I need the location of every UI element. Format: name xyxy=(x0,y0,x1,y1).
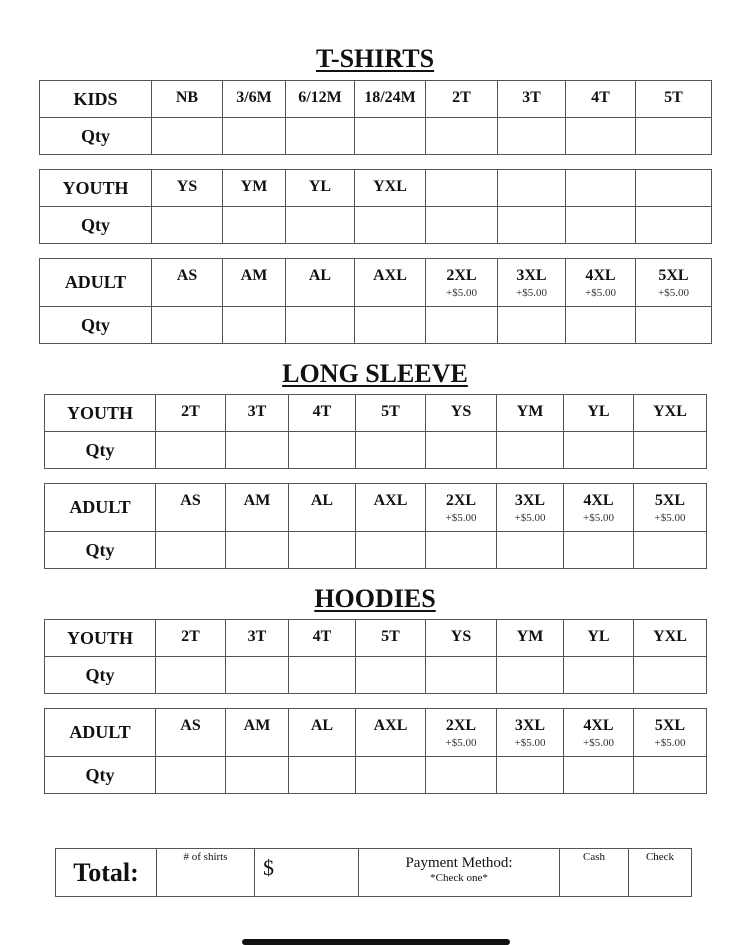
qty-cell[interactable] xyxy=(152,307,223,344)
qty-cell[interactable] xyxy=(286,118,355,155)
qty-cell[interactable] xyxy=(426,657,497,694)
qty-cell[interactable] xyxy=(152,118,223,155)
size-header: 3T xyxy=(226,395,289,432)
tshirts-kids-table xyxy=(39,80,712,155)
qty-cell[interactable] xyxy=(498,307,566,344)
qty-cell[interactable] xyxy=(156,757,226,794)
surcharge-label: +$5.00 xyxy=(445,512,477,524)
size-header: YM xyxy=(223,170,286,207)
qty-cell[interactable] xyxy=(156,432,226,469)
size-header: 2T xyxy=(156,620,226,657)
row-label-adult: ADULT xyxy=(45,484,156,532)
size-header: YL xyxy=(564,620,634,657)
qty-label: Qty xyxy=(40,207,152,244)
qty-cell[interactable] xyxy=(634,757,707,794)
qty-cell[interactable] xyxy=(634,432,707,469)
size-header: AS xyxy=(152,259,223,307)
size-header: NB xyxy=(152,81,223,118)
qty-cell[interactable] xyxy=(356,532,426,569)
size-header: AXL xyxy=(355,259,426,307)
row-label-youth: YOUTH xyxy=(40,170,152,207)
payment-method-label: Payment Method: xyxy=(405,855,513,871)
qty-cell[interactable] xyxy=(497,432,564,469)
qty-cell[interactable] xyxy=(564,432,634,469)
size-header: 4T xyxy=(289,395,356,432)
surcharge-label: +$5.00 xyxy=(514,512,546,524)
size-header: YL xyxy=(564,395,634,432)
payment-method xyxy=(359,849,560,897)
row-label-adult: ADULT xyxy=(40,259,152,307)
size-header: 3T xyxy=(226,620,289,657)
surcharge-label: +$5.00 xyxy=(445,737,477,749)
tshirts-adult-table xyxy=(39,258,712,344)
qty-cell[interactable] xyxy=(356,432,426,469)
size-header: YM xyxy=(497,620,564,657)
qty-label: Qty xyxy=(45,657,156,694)
size-header: YXL xyxy=(634,620,707,657)
size-header: AL xyxy=(289,484,356,532)
size-header: 5T xyxy=(356,395,426,432)
size-label: 2XL xyxy=(446,267,477,284)
qty-cell[interactable] xyxy=(636,307,712,344)
size-header-3xl xyxy=(497,709,564,757)
qty-cell[interactable] xyxy=(226,657,289,694)
qty-cell[interactable] xyxy=(634,532,707,569)
size-header: 4T xyxy=(289,620,356,657)
size-header xyxy=(498,170,566,207)
size-header: 2T xyxy=(426,81,498,118)
qty-cell[interactable] xyxy=(426,118,498,155)
size-header: AS xyxy=(156,484,226,532)
size-label: 2XL xyxy=(445,492,477,509)
row-label-kids: KIDS xyxy=(40,81,152,118)
size-header: AM xyxy=(226,709,289,757)
size-header: AL xyxy=(289,709,356,757)
size-header-3xl xyxy=(498,259,566,307)
check-label: Check xyxy=(645,851,675,863)
surcharge-label: +$5.00 xyxy=(514,737,546,749)
size-header: AM xyxy=(226,484,289,532)
qty-cell[interactable] xyxy=(636,118,712,155)
qty-cell[interactable] xyxy=(426,307,498,344)
size-header: YXL xyxy=(355,170,426,207)
size-header: 2T xyxy=(156,395,226,432)
qty-cell[interactable] xyxy=(226,532,289,569)
size-label: 4XL xyxy=(583,717,614,734)
size-label: 4XL xyxy=(585,267,616,284)
qty-cell[interactable] xyxy=(497,757,564,794)
qty-cell[interactable] xyxy=(355,307,426,344)
qty-cell[interactable] xyxy=(223,307,286,344)
surcharge-label: +$5.00 xyxy=(446,287,477,299)
size-label: 5XL xyxy=(654,717,686,734)
size-header: 3/6M xyxy=(223,81,286,118)
qty-cell[interactable] xyxy=(564,657,634,694)
long-sleeve-adult-table xyxy=(44,483,707,569)
qty-cell[interactable] xyxy=(355,207,426,244)
amount-field[interactable] xyxy=(255,849,359,897)
qty-cell[interactable] xyxy=(223,207,286,244)
qty-cell[interactable] xyxy=(497,657,564,694)
qty-cell[interactable] xyxy=(498,118,566,155)
size-header: YS xyxy=(152,170,223,207)
size-header-5xl xyxy=(634,709,707,757)
qty-label: Qty xyxy=(40,307,152,344)
tshirts-title: T-SHIRTS xyxy=(315,44,435,73)
qty-cell[interactable] xyxy=(152,207,223,244)
qty-cell[interactable] xyxy=(634,657,707,694)
check-one-note: *Check one* xyxy=(430,871,488,884)
total-label: Total: xyxy=(56,849,157,897)
size-header: AXL xyxy=(356,484,426,532)
row-label-adult: ADULT xyxy=(45,709,156,757)
size-header: 4T xyxy=(566,81,636,118)
qty-cell[interactable] xyxy=(289,757,356,794)
check-option[interactable] xyxy=(629,849,692,897)
qty-cell[interactable] xyxy=(566,207,636,244)
qty-cell[interactable] xyxy=(426,432,497,469)
size-header: YL xyxy=(286,170,355,207)
num-shirts-label: # of shirts xyxy=(183,851,228,863)
row-label-youth: YOUTH xyxy=(45,395,156,432)
qty-cell[interactable] xyxy=(566,118,636,155)
tshirts-youth-table xyxy=(39,169,712,244)
size-header-5xl xyxy=(636,259,712,307)
size-label: 5XL xyxy=(654,492,686,509)
surcharge-label: +$5.00 xyxy=(585,287,616,299)
hoodies-adult-table xyxy=(44,708,707,794)
num-shirts-field[interactable] xyxy=(157,849,255,897)
size-header xyxy=(426,170,498,207)
qty-cell[interactable] xyxy=(497,532,564,569)
qty-cell[interactable] xyxy=(286,307,355,344)
long-sleeve-title: LONG SLEEVE xyxy=(282,359,468,388)
total-box xyxy=(55,848,692,897)
size-label: 2XL xyxy=(445,717,477,734)
hoodies-title: HOODIES xyxy=(314,584,436,613)
qty-cell[interactable] xyxy=(564,532,634,569)
qty-cell[interactable] xyxy=(286,207,355,244)
size-label: 4XL xyxy=(583,492,614,509)
surcharge-label: +$5.00 xyxy=(654,512,686,524)
long-sleeve-youth-table xyxy=(44,394,707,469)
size-header-4xl xyxy=(566,259,636,307)
size-label: 3XL xyxy=(514,717,546,734)
qty-cell[interactable] xyxy=(498,207,566,244)
size-header: YS xyxy=(426,395,497,432)
qty-cell[interactable] xyxy=(289,532,356,569)
qty-cell[interactable] xyxy=(426,757,497,794)
cash-label: Cash xyxy=(583,851,605,863)
size-header: 5T xyxy=(356,620,426,657)
size-header: YXL xyxy=(634,395,707,432)
size-header: 3T xyxy=(498,81,566,118)
row-label-youth: YOUTH xyxy=(45,620,156,657)
size-header-2xl xyxy=(426,709,497,757)
size-header: 6/12M xyxy=(286,81,355,118)
qty-cell[interactable] xyxy=(156,532,226,569)
surcharge-label: +$5.00 xyxy=(583,512,614,524)
qty-cell[interactable] xyxy=(566,307,636,344)
size-header: 5T xyxy=(636,81,712,118)
cash-option[interactable] xyxy=(560,849,629,897)
qty-cell[interactable] xyxy=(355,118,426,155)
qty-cell[interactable] xyxy=(289,432,356,469)
surcharge-label: +$5.00 xyxy=(658,287,689,299)
size-header: AXL xyxy=(356,709,426,757)
qty-cell[interactable] xyxy=(564,757,634,794)
size-header: 18/24M xyxy=(355,81,426,118)
qty-label: Qty xyxy=(40,118,152,155)
size-label: 3XL xyxy=(514,492,546,509)
qty-cell[interactable] xyxy=(289,657,356,694)
qty-label: Qty xyxy=(45,532,156,569)
size-header xyxy=(566,170,636,207)
size-header-5xl xyxy=(634,484,707,532)
size-label: 5XL xyxy=(658,267,689,284)
home-indicator[interactable] xyxy=(242,939,510,945)
surcharge-label: +$5.00 xyxy=(516,287,547,299)
size-header-4xl xyxy=(564,709,634,757)
size-header: AS xyxy=(156,709,226,757)
hoodies-youth-table xyxy=(44,619,707,694)
size-header-2xl xyxy=(426,259,498,307)
size-label: 3XL xyxy=(516,267,547,284)
qty-label: Qty xyxy=(45,432,156,469)
dollar-sign: $ xyxy=(263,855,274,880)
qty-cell[interactable] xyxy=(226,432,289,469)
qty-cell[interactable] xyxy=(636,207,712,244)
size-header: YM xyxy=(497,395,564,432)
qty-label: Qty xyxy=(45,757,156,794)
qty-cell[interactable] xyxy=(356,757,426,794)
size-header: AM xyxy=(223,259,286,307)
qty-cell[interactable] xyxy=(226,757,289,794)
qty-cell[interactable] xyxy=(223,118,286,155)
size-header-2xl xyxy=(426,484,497,532)
qty-cell[interactable] xyxy=(156,657,226,694)
qty-cell[interactable] xyxy=(426,532,497,569)
size-header: AL xyxy=(286,259,355,307)
surcharge-label: +$5.00 xyxy=(583,737,614,749)
size-header-4xl xyxy=(564,484,634,532)
size-header: YS xyxy=(426,620,497,657)
size-header xyxy=(636,170,712,207)
qty-cell[interactable] xyxy=(356,657,426,694)
surcharge-label: +$5.00 xyxy=(654,737,686,749)
size-header-3xl xyxy=(497,484,564,532)
qty-cell[interactable] xyxy=(426,207,498,244)
